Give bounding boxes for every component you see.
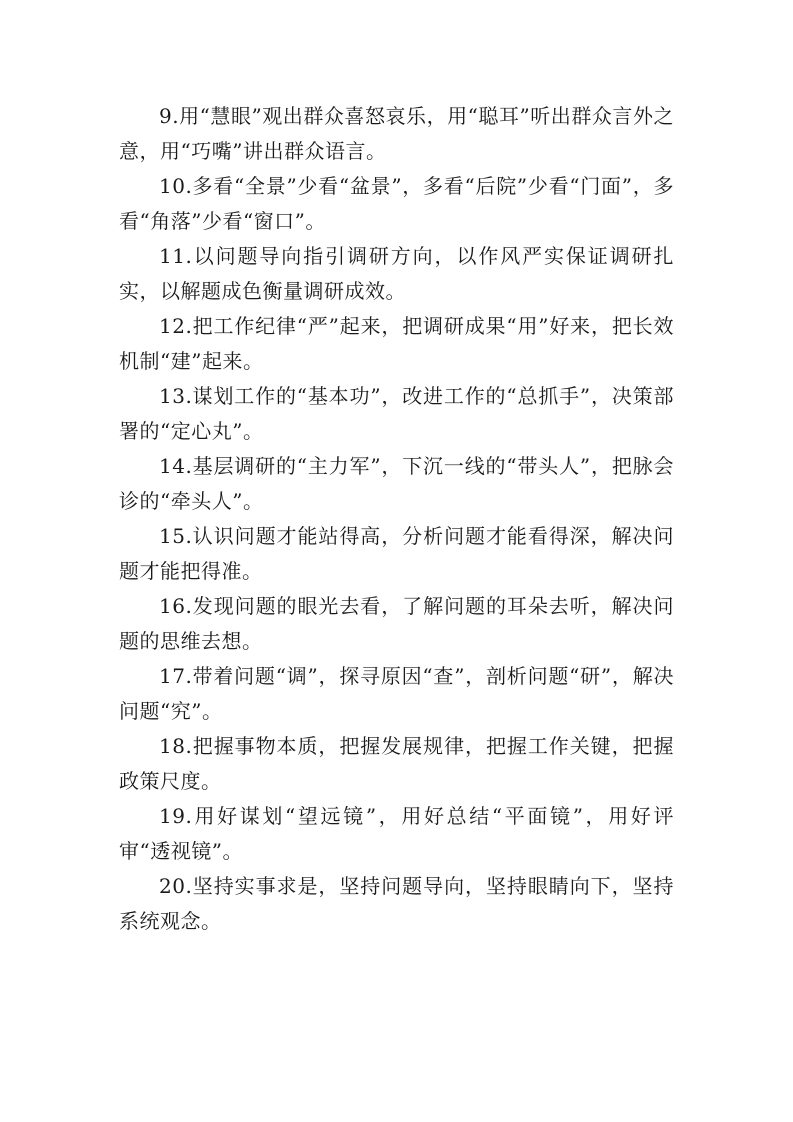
list-item-17: 17.带着问题“调”，探寻原因“查”，剖析问题“研”，解决问题“究”。 bbox=[119, 664, 674, 723]
list-item-13: 13.谋划工作的“基本功”，改进工作的“总抓手”，决策部署的“定心丸”。 bbox=[119, 384, 674, 443]
list-item-20: 20.坚持实事求是，坚持问题导向，坚持眼睛向下，坚持系统观念。 bbox=[119, 874, 674, 933]
list-item-18: 18.把握事物本质，把握发展规律，把握工作关键，把握政策尺度。 bbox=[119, 734, 674, 793]
list-item-14: 14.基层调研的“主力军”，下沉一线的“带头人”，把脉会诊的“牵头人”。 bbox=[119, 454, 674, 513]
document-body bbox=[119, 99, 674, 939]
list-item-12: 12.把工作纪律“严”起来，把调研成果“用”好来，把长效机制“建”起来。 bbox=[119, 314, 674, 373]
list-item-10: 10.多看“全景”少看“盆景”，多看“后院”少看“门面”，多看“角落”少看“窗口”。 bbox=[119, 174, 674, 233]
list-item-15: 15.认识问题才能站得高，分析问题才能看得深，解决问题才能把得准。 bbox=[119, 524, 674, 583]
list-item-9: 9.用“慧眼”观出群众喜怒哀乐，用“聪耳”听出群众言外之意，用“巧嘴”讲出群众语言。 bbox=[119, 104, 674, 163]
list-item-16: 16.发现问题的眼光去看，了解问题的耳朵去听，解决问题的思维去想。 bbox=[119, 594, 674, 653]
list-item-11: 11.以问题导向指引调研方向，以作风严实保证调研扎实，以解题成色衡量调研成效。 bbox=[119, 244, 674, 303]
list-item-19: 19.用好谋划“望远镜”，用好总结“平面镜”，用好评审“透视镜”。 bbox=[119, 804, 674, 863]
